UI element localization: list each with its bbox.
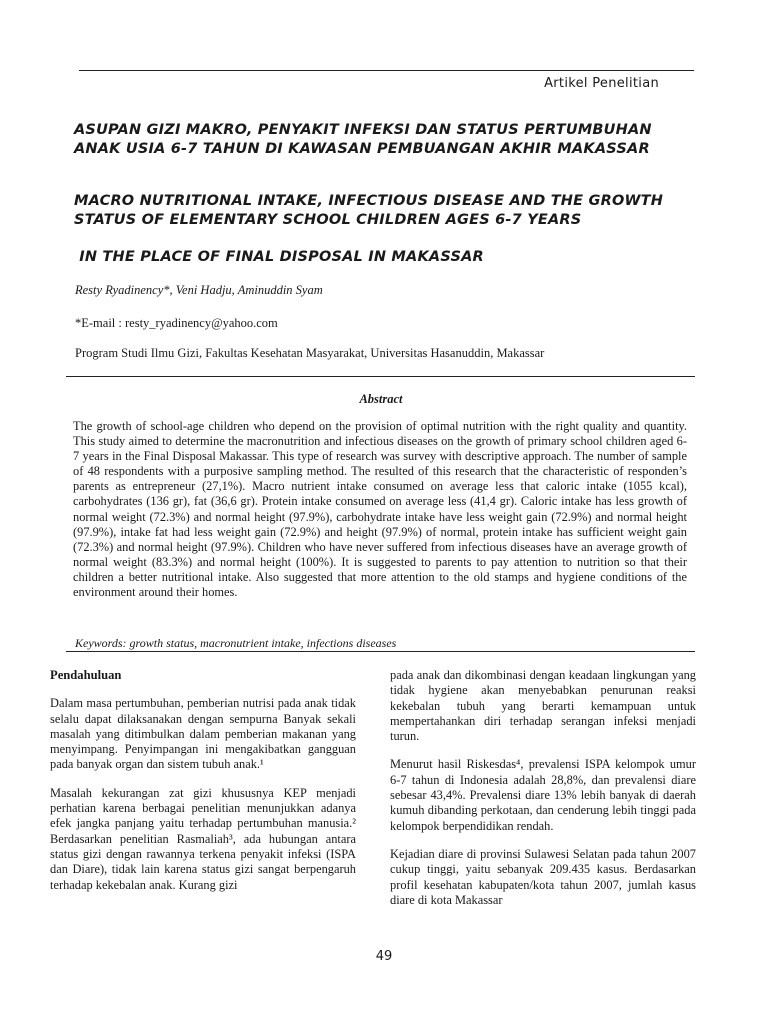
right-column xyxy=(390,668,696,921)
title-english: MACRO NUTRITIONAL INTAKE, INFECTIOUS DISEASE AND THE GROWTH STATUS OF ELEMENTARY SCHOOL CHILDREN AGES 6-7 YEARS xyxy=(74,193,664,228)
keywords: Keywords: growth status, macronutrient intake, infections diseases xyxy=(75,636,397,650)
page-number: 49 xyxy=(375,949,393,964)
section-heading-pendahuluan: Pendahuluan xyxy=(50,668,122,682)
body-paragraph: Masalah kekurangan zat gizi khususnya KEP menjadi perhatian karena berbagai penelitian menunjukkan adanya efek jangka panjang yaitu terhadap pertumbuhan manusia.² Berdasarkan penelitian Rasmaliah³, ada hubungan antara status gizi dengan rawannya terkena penyakit infeksi (ISPA dan Diare), tidak lain karena status gizi sangat berpengaruh terhadap kekebalan anak. Kurang gizi xyxy=(50,785,356,892)
header-rule xyxy=(79,70,694,71)
authors: Resty Ryadinency*, Veni Hadju, Aminuddin Syam xyxy=(75,283,323,297)
body-paragraph: Dalam masa pertumbuhan, pemberian nutrisi pada anak tidak selalu dapat dilaksanakan dengan sempurna Banyak sekali masalah yang ditimbulkan dalam pemberian makanan yang menyimpang. Penyimpangan ini mengakibatkan gangguan pada banyak organ dan sistem tubuh anak.¹ xyxy=(50,696,356,772)
abstract-top-rule xyxy=(66,376,695,377)
section-label: Artikel Penelitian xyxy=(544,76,659,91)
abstract-body: The growth of school-age children who depend on the provision of optimal nutrition with the right quality and quantity. This study aimed to determine the macronutrition and infectious diseases on the growth of primary school children aged 6-7 years in the Final Disposal Makassar. This type of research was survey with descriptive approach. The number of sample of 48 respondents with a purposive sampling method. The resulted of this research that the characteristic of responden’s parents as entrepreneur (27,1%). Macro nutrient intake consumed on average less that caloric intake (1055 kcal), carbohydrates (136 gr), fat (36,6 gr). Protein intake consumed on average less (41,4 gr). Caloric intake has less growth of normal weight (72.3%) and normal height (97.9%), carbohydrate intake have less weight gain (72.9%) and normal height (97.9%), intake fat had less weight gain (72.9%) and height (97.9%) of normal, protein intake has sufficient weight gain (72.3%) and normal height (97.9%). Children who have never suffered from infectious diseases have an average growth of normal weight (83.3%) and normal height (100%). It is suggested to parents to pay attention to nutrition so that their children a better nutritional intake. Also suggested that more attention to the old stamps and hygiene conditions of the environment around their homes. xyxy=(73,419,687,600)
abstract-heading: Abstract xyxy=(359,392,403,406)
body-paragraph: Kejadian diare di provinsi Sulawesi Selatan pada tahun 2007 cukup tinggi, yaitu sebanyak 209.435 kasus. Berdasarkan profil kesehatan kabupaten/kota tahun 2007, jumlah kasus diare di kota Makassar xyxy=(390,846,696,907)
title-indonesian: ASUPAN GIZI MAKRO, PENYAKIT INFEKSI DAN STATUS PERTUMBUHAN ANAK USIA 6-7 TAHUN DI KAWASAN PEMBUANGAN AKHIR MAKASSAR xyxy=(74,122,652,157)
title-english-line-2: IN THE PLACE OF FINAL DISPOSAL IN MAKASSAR xyxy=(74,249,484,265)
author-email: *E-mail : resty_ryadinency@yahoo.com xyxy=(75,316,278,330)
keywords-bottom-rule xyxy=(66,651,695,652)
body-paragraph: Menurut hasil Riskesdas⁴, prevalensi ISPA kelompok umur 6-7 tahun di Indonesia adalah 28,8%, dan prevalensi diare sebesar 43,4%. Prevalensi diare 13% lebih banyak di daerah kumuh dibanding perkotaan, dan cenderung lebih tinggi pada kelompok berpendidikan rendah. xyxy=(390,757,696,833)
affiliation: Program Studi Ilmu Gizi, Fakultas Kesehatan Masyarakat, Universitas Hasanuddin, Makassar xyxy=(75,346,545,360)
left-column xyxy=(50,668,356,906)
body-paragraph: pada anak dan dikombinasi dengan keadaan lingkungan yang tidak hygiene akan menyebabkan penurunan reaksi kekebalan tubuh yang berarti kemampuan untuk mempertahankan diri terhadap serangan infeksi menjadi turun. xyxy=(390,668,696,744)
